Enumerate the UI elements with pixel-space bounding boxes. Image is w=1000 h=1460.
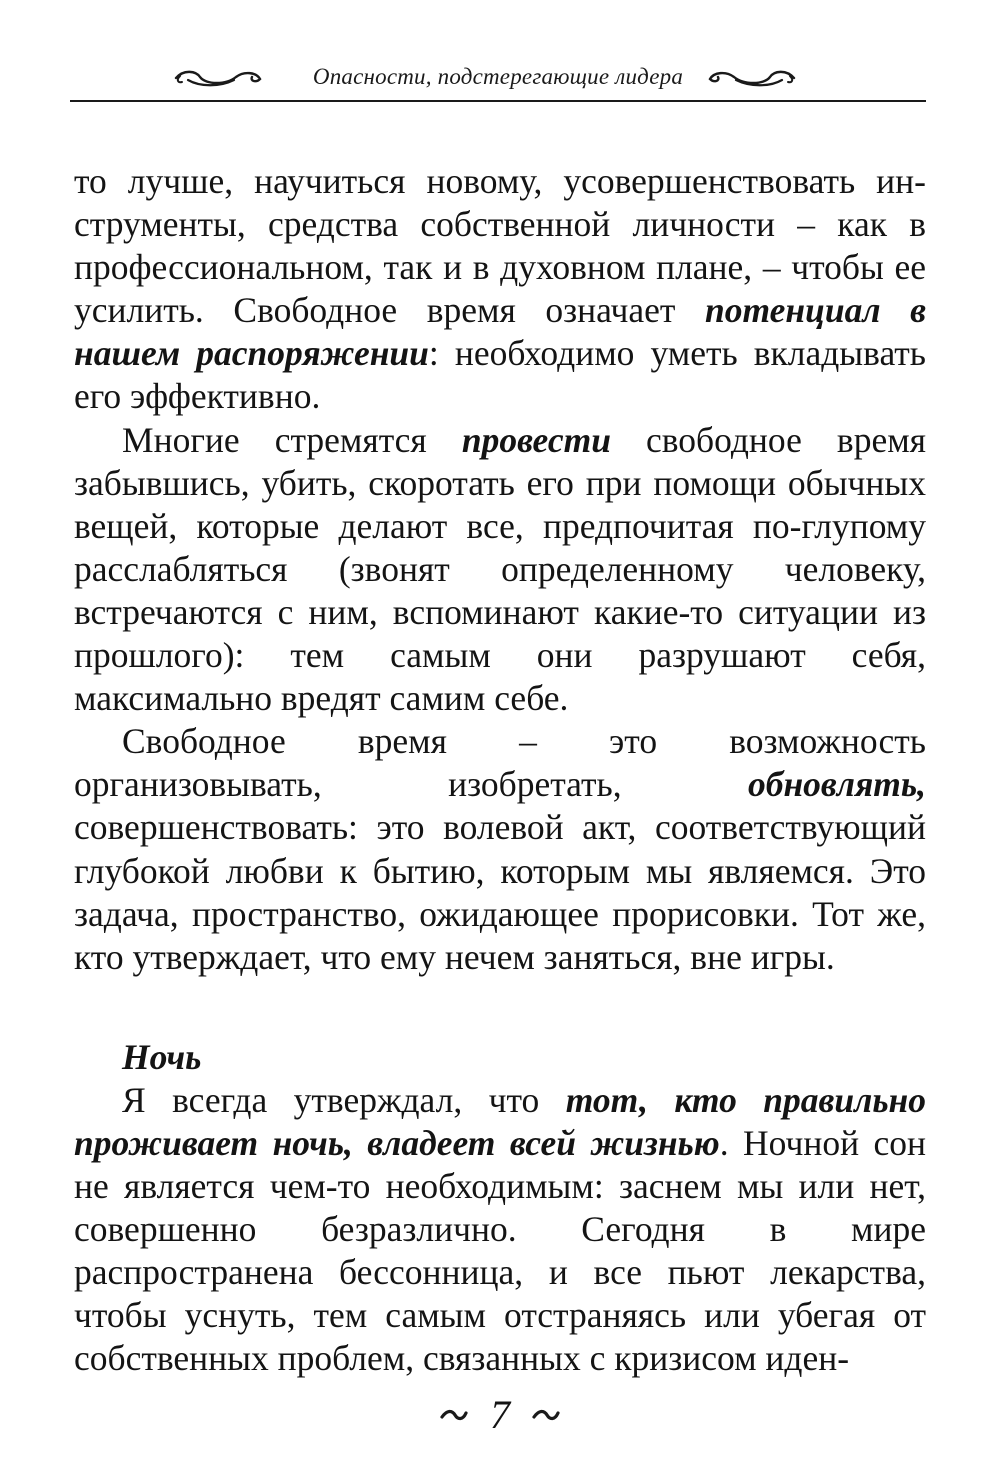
body-text bbox=[74, 160, 926, 1380]
tilde-ornament-left-icon bbox=[440, 1409, 468, 1421]
paragraph bbox=[74, 160, 926, 419]
running-header bbox=[70, 56, 926, 102]
paragraph bbox=[74, 1079, 926, 1381]
paragraph bbox=[74, 419, 926, 721]
text-run: Свободное время – это возможность организовывать, изобретать, bbox=[74, 721, 926, 805]
page-number: 7 bbox=[490, 1392, 510, 1437]
text-run: совершенствовать: это волевой акт, соответствующий глубокой любви к бытию, которым мы являемся. Это задача, пространство, ожидающее прорисовки. Тот же, кто утверждает, что ему нечем заняться, вне игры. bbox=[74, 807, 926, 977]
flourish-right-icon bbox=[704, 67, 800, 89]
emphasis-run: провести bbox=[461, 419, 611, 460]
emphasis-run: потенциал в нашем распоряжении bbox=[74, 290, 927, 374]
text-run: то лучше, научиться новому, усовершенствовать инструменты, средства собственной личности – как в профессиональном, так и в духовном плане, – чтобы ее усилить. Свободное время означает bbox=[74, 161, 926, 331]
running-header-title: Опасности, подстерегающие лидера bbox=[312, 64, 684, 89]
emphasis-run: обновлять, bbox=[747, 764, 926, 805]
section-heading: Ночь bbox=[122, 1036, 202, 1077]
text-run: . Ночной сон не является чем-то необходимым: заснем мы или нет, совершенно безразлично. Сегодня в мире распространена бессонница, и все пьют лекарства, чтобы уснуть, тем самым отстраняясь или убегая от собственных проблем, связанных с кризисом иден- bbox=[74, 1122, 926, 1379]
paragraph bbox=[74, 720, 926, 979]
page-footer bbox=[0, 1390, 1000, 1440]
emphasis-run: тот, кто правильно проживает ночь, владеет всей жизнью bbox=[74, 1079, 927, 1163]
tilde-ornament-right-icon bbox=[532, 1409, 560, 1421]
text-run: : необходимо уметь вкладывать его эффективно. bbox=[74, 333, 926, 417]
text-run: свободное время забывшись, убить, скоротать его при помощи обычных вещей, которые делают все, предпочитая по-глупому расслабляться (звонят определенному человеку, встречаются с ним, вспоминают какие-то ситуации из прошлого): тем самым они разрушают себя, максимально вредят самим себе. bbox=[74, 419, 926, 719]
text-run: Многие стремятся bbox=[122, 419, 462, 460]
text-run: Я всегда утверждал, что bbox=[122, 1079, 566, 1120]
